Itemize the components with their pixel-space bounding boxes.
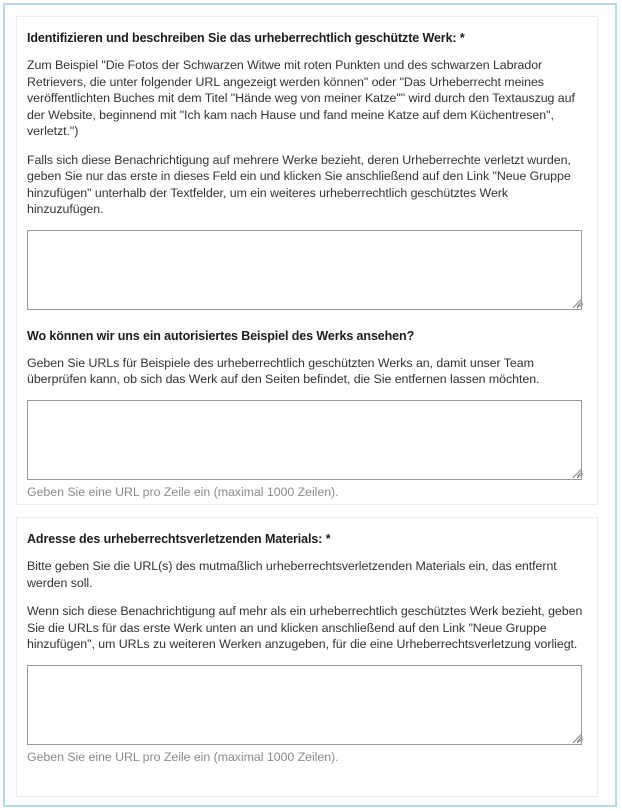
work-description-field-wrap <box>27 230 587 310</box>
heading-authorized-example: Wo können wir uns ein autorisiertes Beispiel des Werks ansehen? <box>27 328 415 343</box>
infringing-urls-field-wrap <box>27 665 587 745</box>
section-infringing-material <box>16 517 598 797</box>
description-work-multiple: Falls sich diese Benachrichtigung auf mehrere Werke bezieht, deren Urheberrechte verletzt wurden, geben Sie nur das erste in dieses Feld ein und klicken Sie anschließend auf den Link "Neue Gruppe hinzufügen" unterhalb der Textfelder, um ein weiteres urheberrechtlich geschütztes Werk hinzuzufügen. <box>27 152 571 216</box>
infringing-urls-textarea[interactable] <box>27 665 582 745</box>
description-infringing-multiple: Wenn sich diese Benachrichtigung auf mehr als ein urheberrechtlich geschütztes Werk bezieht, geben Sie die URLs für das erste Werk unten an und klicken anschließend auf den Link "Neue Gruppe hinzufügen", um URLs zu weiteren Werken anzugeben, für die eine Urheberrechtsverletzung vorliegt. <box>27 604 583 651</box>
hint-authorized-example-urls: Geben Sie eine URL pro Zeile ein (maximal 1000 Zeilen). <box>27 484 339 499</box>
hint-infringing-urls: Geben Sie eine URL pro Zeile ein (maximal 1000 Zeilen). <box>27 749 339 764</box>
panel-content-work <box>17 17 597 500</box>
description-infringing-urls: Bitte geben Sie die URL(s) des mutmaßlich urheberrechtsverletzenden Materials ein, das entfernt werden soll. <box>27 559 557 590</box>
description-work-example: Zum Beispiel "Die Fotos der Schwarzen Witwe mit roten Punkten und des schwarzen Labrador Retrievers, die unter folgender URL angezeigt werden können" oder "Das Urheberrecht meines veröffentlichten Buches mit dem Titel "Hände weg von meiner Katze"" wird durch den Textauszug auf der Website, beginnend mit "Ich kam nach Hause und fand meine Katze auf dem Küchentresen", verletzt.") <box>27 58 575 138</box>
authorized-example-field-wrap <box>27 400 587 480</box>
authorized-example-urls-textarea[interactable] <box>27 400 582 480</box>
panel-content-infringing <box>17 518 597 765</box>
heading-identify-work: Identifizieren und beschreiben Sie das urheberrechtlich geschützte Werk: * <box>27 31 465 45</box>
work-description-textarea[interactable] <box>27 230 582 310</box>
copyright-form-frame <box>3 3 617 807</box>
section-copyrighted-work <box>16 16 598 505</box>
description-authorized-example: Geben Sie URLs für Beispiele des urheberrechtlich geschützten Werks an, damit unser Team überprüfen kann, ob sich das Werk auf den Seiten befindet, die Sie entfernen lassen möchten. <box>27 355 540 386</box>
heading-infringing-address: Adresse des urheberrechtsverletzenden Materials: * <box>27 532 331 546</box>
